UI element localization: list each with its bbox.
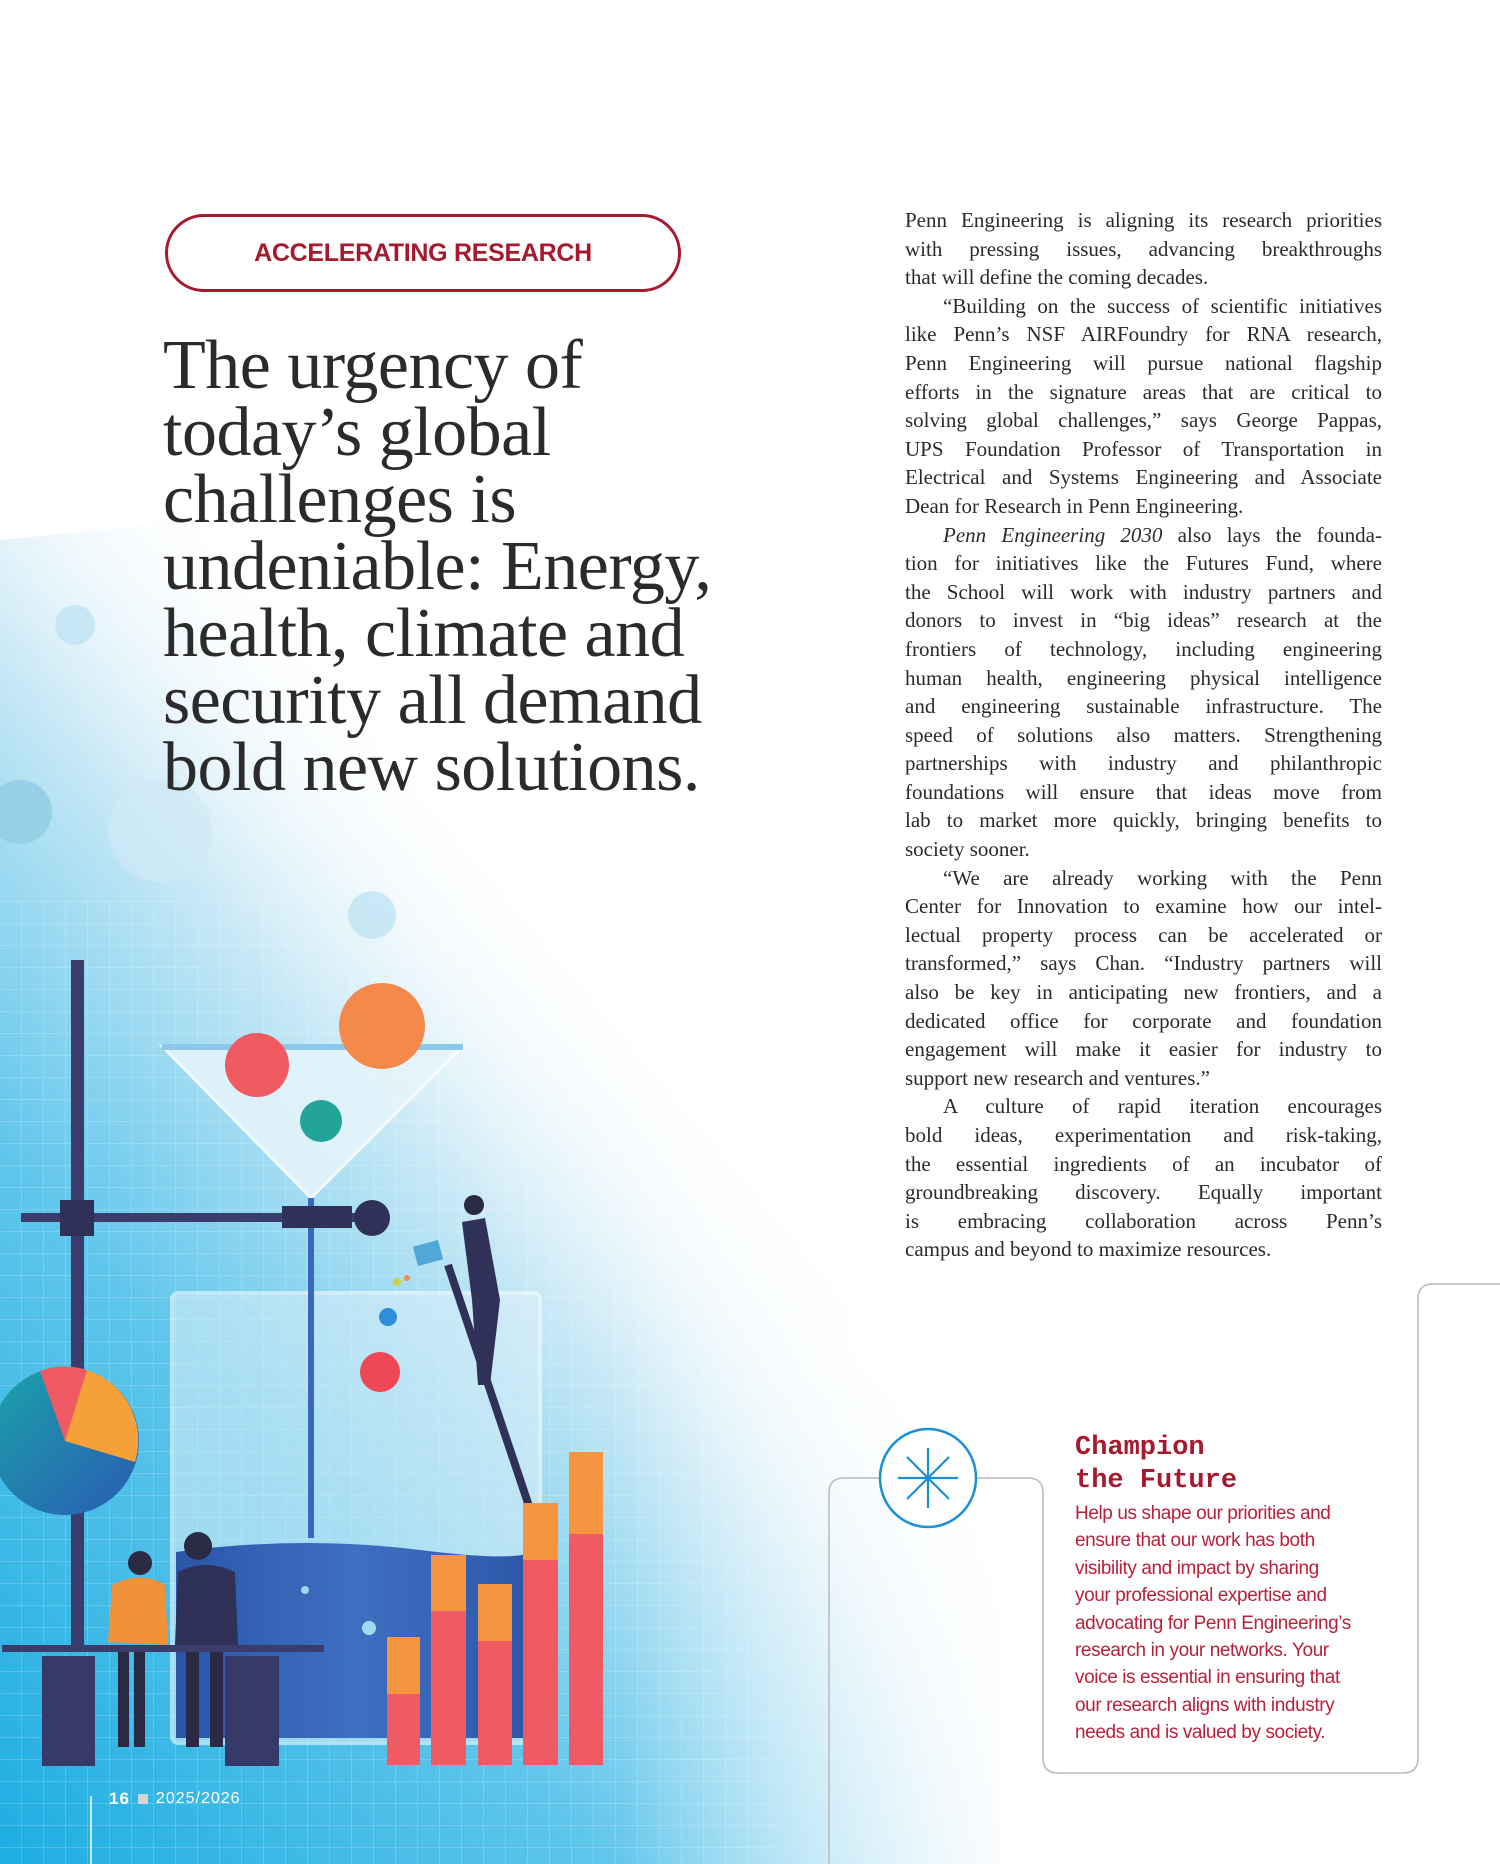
callout-title-line: Champion	[1075, 1433, 1205, 1463]
body-line: Penn Engineering 2030 also lays the founda-	[943, 522, 1382, 547]
body-line: A culture of rapid iteration encourages	[943, 1094, 1382, 1119]
headline-line: The urgency of	[163, 327, 583, 404]
body-line: is embracing collaboration across Penn’s	[905, 1208, 1382, 1233]
body-line: the essential ingredients of an incubator of	[905, 1151, 1382, 1176]
headline-line: health, climate and	[163, 595, 685, 672]
separator-square-icon	[138, 1794, 148, 1804]
body-line: like Penn’s NSF AIRFoundry for RNA research,	[905, 322, 1382, 347]
body-line: support new research and ventures.”	[905, 1065, 1210, 1090]
body-line: partnerships with industry and philanthropic	[905, 751, 1382, 776]
callout-body-line: advocating for Penn Engineering’s	[1075, 1612, 1351, 1634]
headline-line: bold new solutions.	[163, 729, 700, 806]
body-line: foundations will ensure that ideas move from	[905, 779, 1382, 804]
body-line: Electrical and Systems Engineering and Associate	[905, 465, 1382, 490]
body-line: that will define the coming decades.	[905, 265, 1209, 290]
body-line: the School will work with industry partners and	[905, 579, 1382, 604]
callout-body-line: Help us shape our priorities and	[1075, 1503, 1331, 1524]
body-line: UPS Foundation Professor of Transportation in	[905, 436, 1382, 461]
body-line: lab to market more quickly, bringing benefits to	[905, 808, 1382, 833]
callout-body	[1075, 1500, 1405, 1747]
headline-line: today’s global	[163, 394, 551, 471]
body-line: campus and beyond to maximize resources.	[905, 1237, 1272, 1262]
body-line: engagement will make it easier for industry to	[905, 1037, 1382, 1062]
body-line: Penn Engineering will pursue national flagship	[905, 350, 1382, 375]
body-line: also be key in anticipating new frontiers, and a	[905, 980, 1382, 1005]
body-line: Dean for Research in Penn Engineering.	[905, 493, 1244, 518]
callout-body-line: ensure that our work has both	[1075, 1530, 1315, 1552]
callout-body-line: our research aligns with industry	[1075, 1694, 1335, 1716]
section-label-pill	[165, 214, 681, 292]
body-line: dedicated office for corporate and foundation	[905, 1008, 1382, 1033]
callout-body-line: your professional expertise and	[1075, 1585, 1327, 1607]
body-line: bold ideas, experimentation and risk-taking,	[905, 1123, 1382, 1147]
body-line: Center for Innovation to examine how our intel-	[905, 894, 1382, 919]
body-line: groundbreaking discovery. Equally important	[905, 1180, 1382, 1205]
body-line: “Building on the success of scientific initiatives	[943, 293, 1382, 318]
callout-body-line: research in your networks. Your	[1075, 1640, 1329, 1662]
callout-body-line: voice is essential in ensuring that	[1075, 1667, 1340, 1689]
headline-line: undeniable: Energy,	[163, 528, 712, 605]
publication-title: Penn Engineering 2030	[943, 522, 1163, 547]
page-number: 16	[109, 1789, 130, 1808]
asterisk-circle-icon	[880, 1429, 976, 1527]
body-line: efforts in the signature areas that are critical to	[905, 379, 1382, 404]
section-label: ACCELERATING RESEARCH	[254, 238, 592, 267]
body-line: transformed,” says Chan. “Industry partners will	[905, 951, 1382, 976]
callout-body-line: visibility and impact by sharing	[1075, 1557, 1319, 1579]
callout-body-line: needs and is valued by society.	[1075, 1722, 1326, 1744]
body-line: “We are already working with the Penn	[943, 865, 1382, 890]
body-line: human health, engineering physical intelligence	[905, 665, 1382, 690]
body-line: speed of solutions also matters. Strengthening	[905, 722, 1382, 747]
body-line: frontiers of technology, including engineering	[905, 636, 1382, 661]
body-line: and engineering sustainable infrastructure. The	[905, 694, 1382, 719]
body-line: Penn Engineering is aligning its research priorities	[905, 208, 1382, 232]
body-line: with pressing issues, advancing breakthroughs	[905, 236, 1382, 261]
body-line: solving global challenges,” says George Pappas,	[905, 408, 1382, 433]
article-body	[905, 206, 1382, 1264]
headline-line: security all demand	[163, 662, 702, 739]
body-line: society sooner.	[905, 837, 1030, 862]
body-line: donors to invest in “big ideas” research at the	[905, 608, 1382, 633]
callout-title	[1075, 1432, 1237, 1498]
headline	[163, 327, 803, 806]
body-line: lectual property process can be accelerated or	[905, 922, 1382, 947]
issue-year: 2025/2026	[155, 1790, 241, 1807]
page-footer	[109, 1789, 241, 1809]
callout-title-line: the Future	[1075, 1466, 1238, 1496]
body-line: tion for initiatives like the Futures Fund, where	[905, 551, 1382, 576]
headline-line: challenges is	[163, 461, 517, 538]
